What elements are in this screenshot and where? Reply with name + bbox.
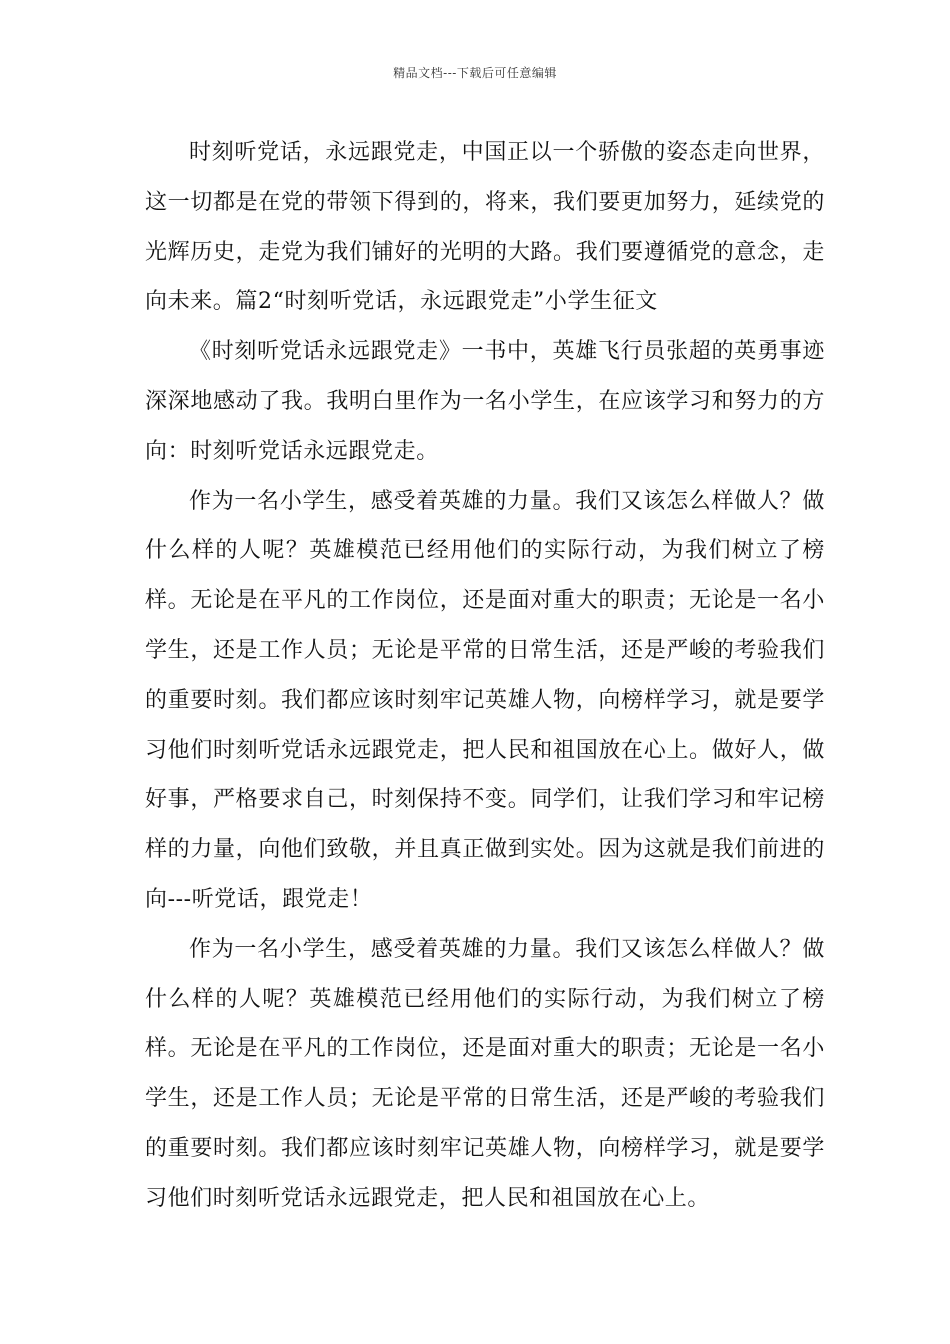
page-header: 精品文档---下载后可任意编辑 [393,66,557,80]
paragraph-4: 作为一名小学生，感受着英雄的力量。我们又该怎么样做人？做什么样的人呢？英雄模范已经用他们的实际行动，为我们树立了榜样。无论是在平凡的工作岗位，还是面对重大的职责；无论是一名小学生，还是工作人员；无论是平常的日常生活，还是严峻的考验我们的重要时刻。我们都应该时刻牢记英雄人物，向榜样学习，就是要学习他们时刻听党话永远跟党走，把人民和祖国放在心上。 [145,936,825,1211]
document-body [145,128,825,1224]
paragraph-1: 时刻听党话，永远跟党走，中国正以一个骄傲的姿态走向世界，这一切都是在党的带领下得到的，将来，我们要更加努力，延续党的光辉历史，走党为我们铺好的光明的大路。我们要遵循党的意念，走向未来。篇2“时刻听党话，永远跟党走”小学生征文 [145,140,825,315]
paragraph-2: 《时刻听党话永远跟党走》一书中，英雄飞行员张超的英勇事迹深深地感动了我。我明白里作为一名小学生，在应该学习和努力的方向：时刻听党话永远跟党走。 [145,339,825,464]
paragraph-3: 作为一名小学生，感受着英雄的力量。我们又该怎么样做人？做什么样的人呢？英雄模范已经用他们的实际行动，为我们树立了榜样。无论是在平凡的工作岗位，还是面对重大的职责；无论是一名小学生，还是工作人员；无论是平常的日常生活，还是严峻的考验我们的重要时刻。我们都应该时刻牢记英雄人物，向榜样学习，就是要学习他们时刻听党话永远跟党走，把人民和祖国放在心上。做好人，做好事，严格要求自己，时刻保持不变。同学们，让我们学习和牢记榜样的力量，向他们致敬，并且真正做到实处。因为这就是我们前进的向---听党话，跟党走！ [145,488,825,912]
